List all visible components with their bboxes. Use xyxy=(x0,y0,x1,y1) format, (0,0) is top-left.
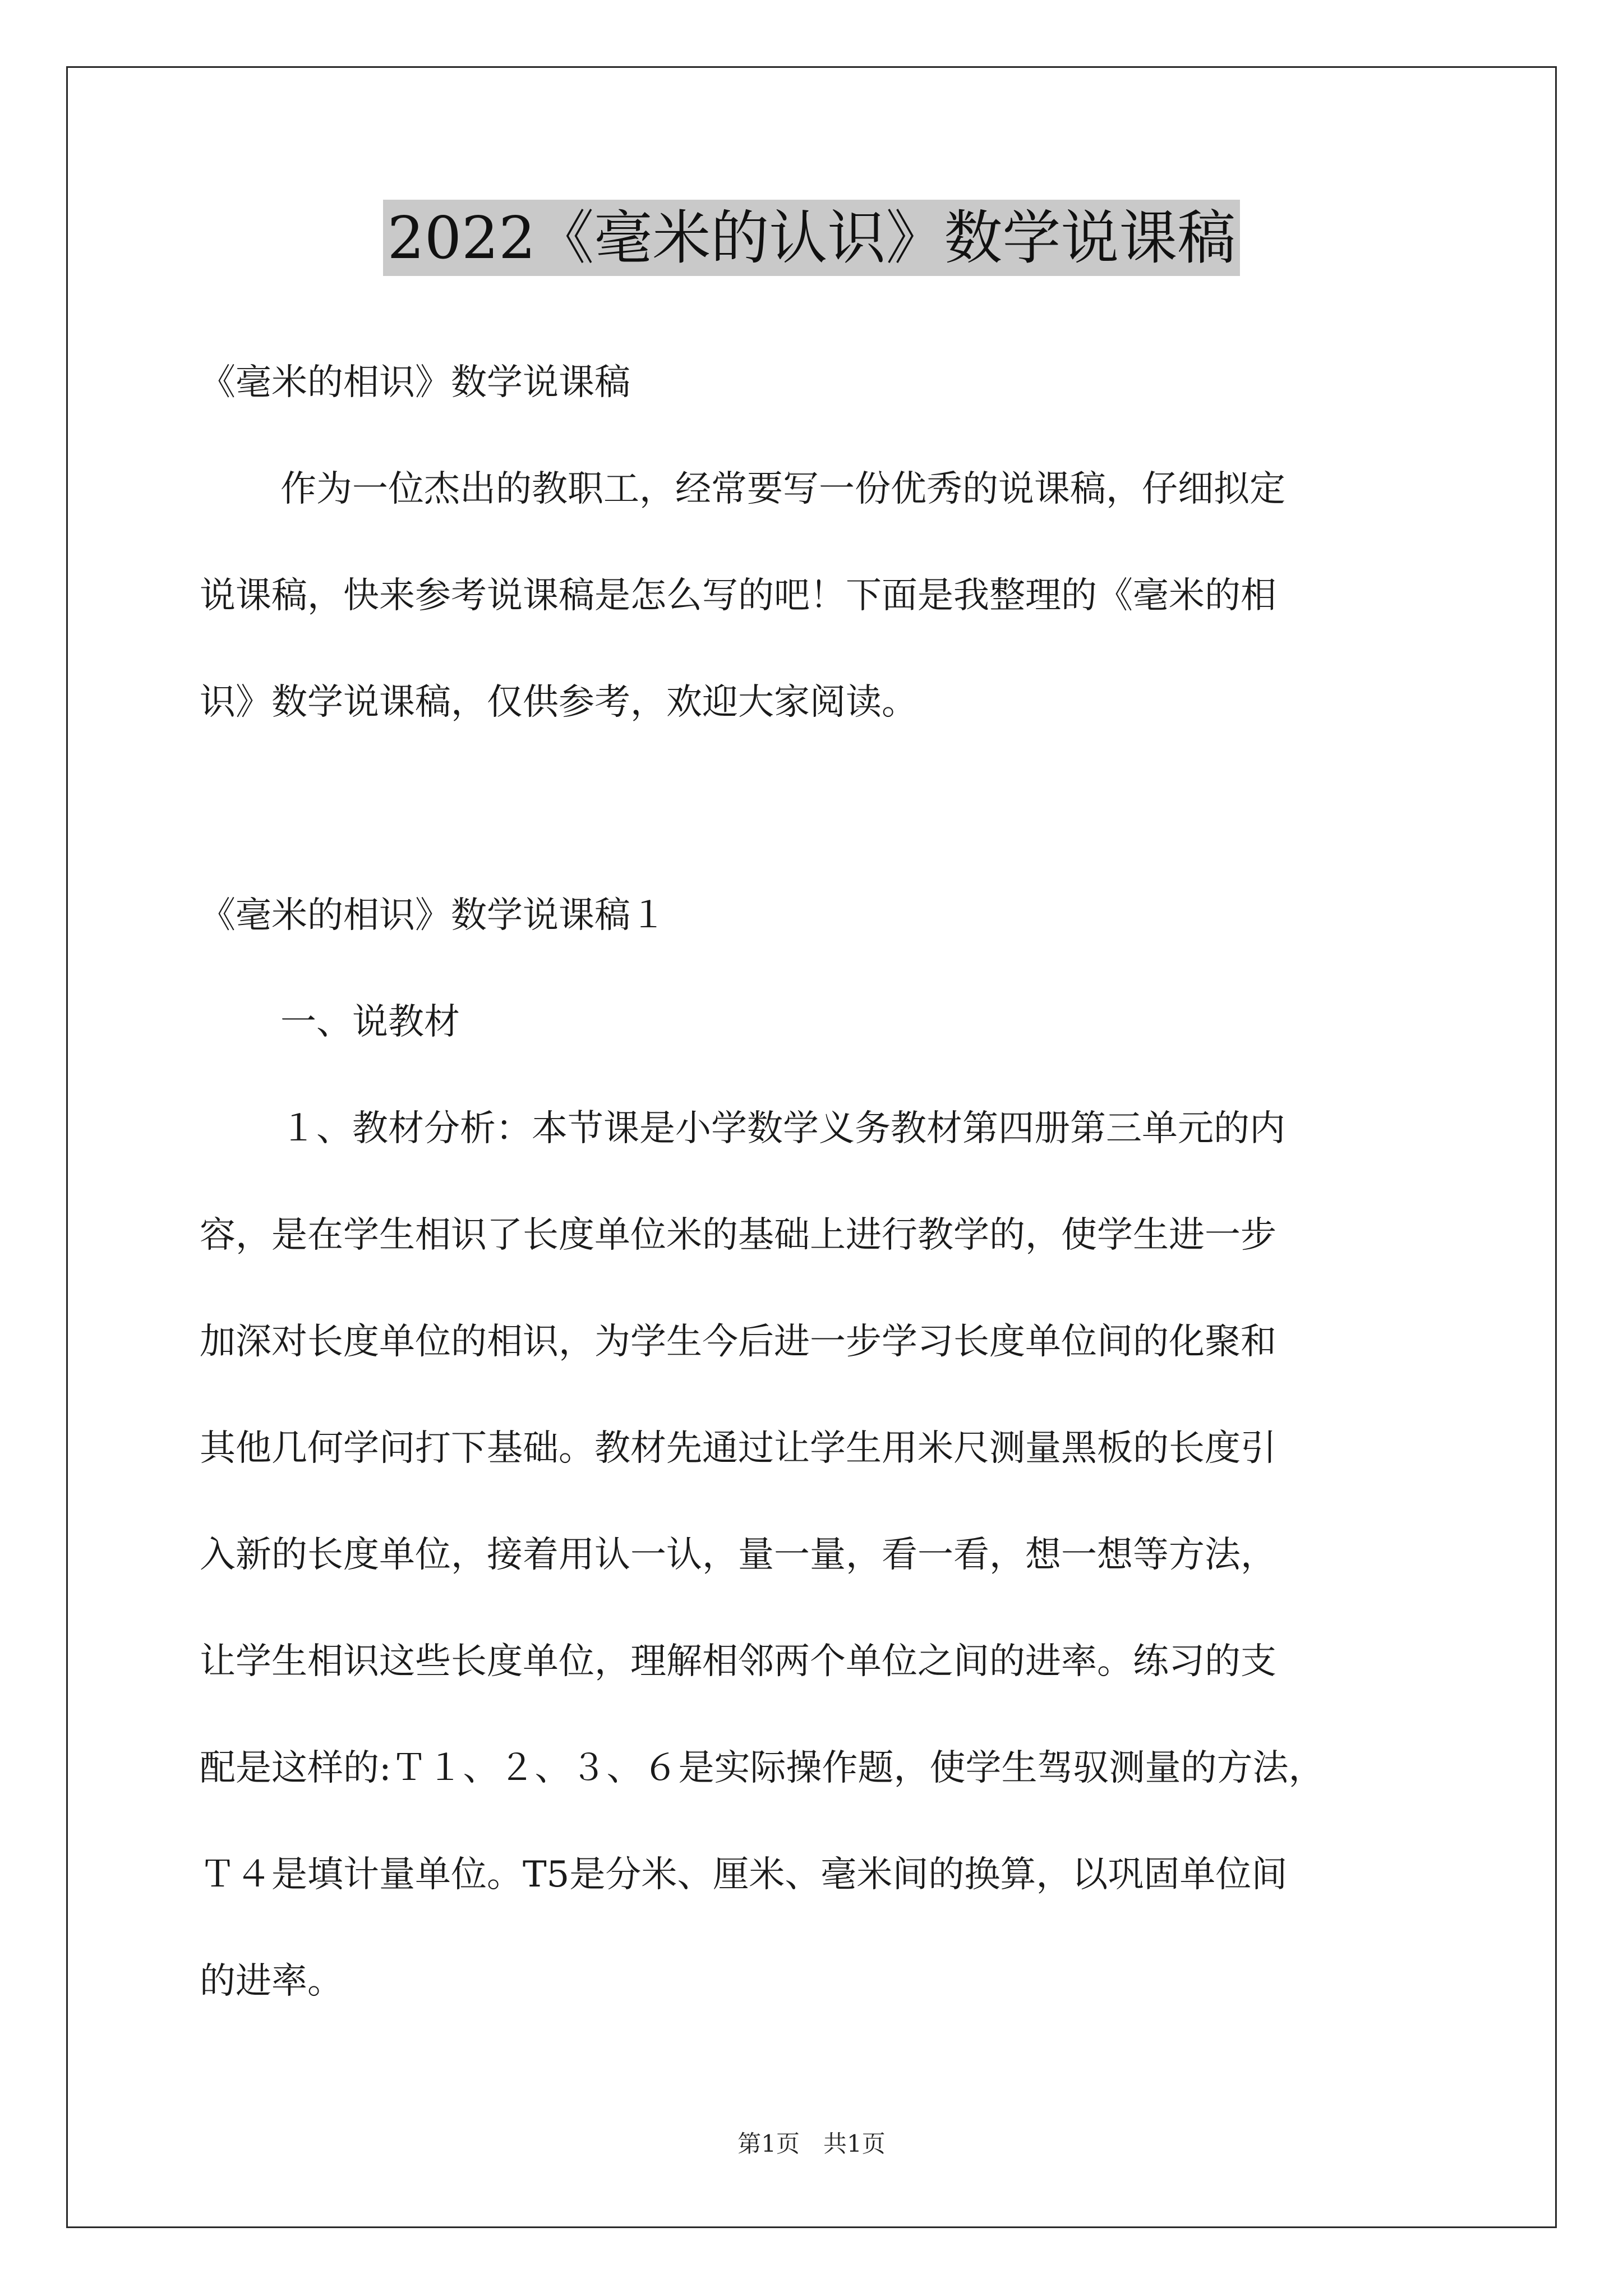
subtitle-text: 《毫米的相识》数学说课稿 xyxy=(200,362,630,403)
body-line: 让学生相识这些长度单位，理解相邻两个单位之间的进率。练习的支 xyxy=(200,1641,1276,1682)
title-container xyxy=(0,200,1623,276)
body-line: １、教材分析：本节课是小学数学义务教材第四册第三单元的内 xyxy=(280,1108,1285,1149)
body-line: 加深对长度单位的相识，为学生今后进一步学习长度单位间的化聚和 xyxy=(200,1321,1276,1363)
body-line: Ｔ４是填计量单位。T5是分米、厘米、毫米间的换算，以巩固单位间 xyxy=(200,1854,1288,1895)
body-line: 配是这样的:Ｔ１、２、３、６是实际操作题，使学生驾驭测量的方法， xyxy=(200,1747,1325,1789)
body-line: 其他几何学问打下基础。教材先通过让学生用米尺测量黑板的长度引 xyxy=(200,1428,1276,1469)
intro-line: 作为一位杰出的教职工，经常要写一份优秀的说课稿，仔细拟定 xyxy=(280,468,1285,510)
intro-line: 说课稿，快来参考说课稿是怎么写的吧！下面是我整理的《毫米的相 xyxy=(200,575,1276,616)
document-title: 2022《毫米的认识》数学说课稿 xyxy=(383,200,1241,276)
page-number: 第1页 共1页 xyxy=(737,2130,886,2157)
intro-line: 识》数学说课稿，仅供参考，欢迎大家阅读。 xyxy=(200,682,917,723)
section-heading-text: 《毫米的相识》数学说课稿１ xyxy=(200,895,666,936)
page-footer xyxy=(0,2129,1623,2159)
body-line: 入新的长度单位，接着用认一认，量一量，看一看，想一想等方法， xyxy=(200,1534,1276,1576)
part-heading-text: 一、说教材 xyxy=(280,1001,460,1043)
body-line: 容，是在学生相识了长度单位米的基础上进行教学的，使学生进一步 xyxy=(200,1214,1276,1256)
body-line: 的进率。 xyxy=(200,1961,343,2002)
